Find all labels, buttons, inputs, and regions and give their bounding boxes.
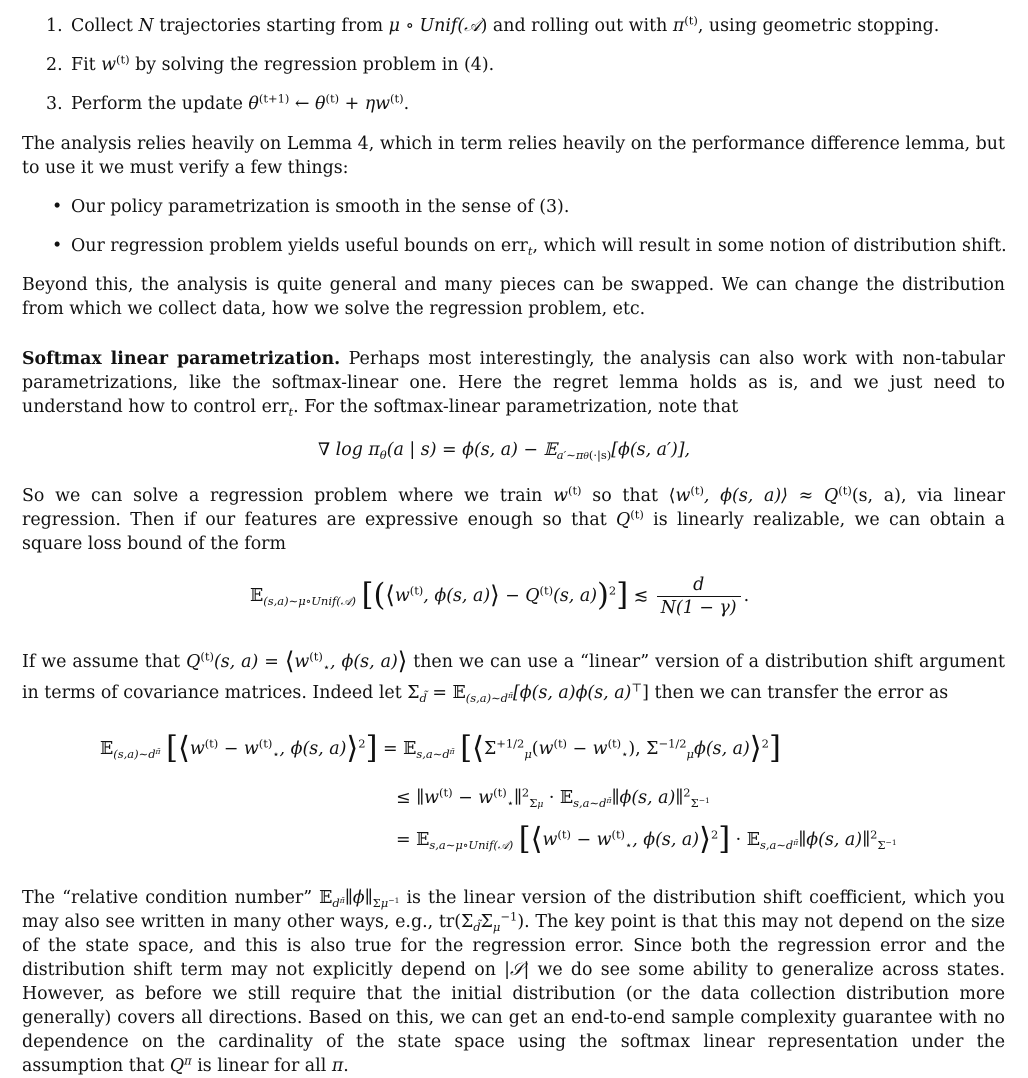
paragraph-condition-number: The “relative condition number” $𝔼_{d^{\pĩ}}\parallel\phi\parallel_{\Sigma\mu^{-1}}$ is the linear version of the distribution shift coefficient, which you may also see written in many other ways, e.g., $tr(\Sigma_{d̃}\Sigma_\mu^{-1})$. The key point is that this may not depend on the size of the state space, and this is also true for the regression error. Since both the regression error and the distribution shift term may not explicitly depend on |𝒮| we do see some ability to generalize across states. However, as before we still require that the initial distribution (or the data collection distribution more generally) covers all directions. Based on this, we can get an end-to-end sample complexity guarantee with no dependence on the cardinality of the state space using the softmax linear representation under the assumption that $Q^\pi$ is linear for all π.	[22, 888, 1005, 1076]
bullet-dot: •	[52, 197, 63, 217]
equation-chain-line-3: = 𝔼$_{s,a\sim\mu\circ Unif(𝒜)}$ [$⟨w^{(t)} - w^{(t)}_⋆$, ϕ(s, a)⟩$^2$] · 𝔼$_{s,a\sim d^{\pĩ}}$∥ϕ(s, a)∥$^2_{\Sigma^{-1}}$	[396, 822, 897, 857]
paragraph-linear-assumption: If we assume that $Q^{(t)}(s$, $a) = ⟨w^{(t)}_⋆$, ϕ(s, a)⟩ then we can use a “linear” version of a distribution shift argument in terms of covariance matrices. Indeed let $\Sigma_{d̃}$ = 𝔼$_{(s,a)\sim d^{\pĩ}}$[ϕ(s, a)ϕ(s, a)⊤] then we can transfer the error as	[22, 646, 1005, 706]
paragraph-general: Beyond this, the analysis is quite general and many pieces can be swapped. We can change the distribution from which we collect data, how we solve the regression problem, etc.	[22, 275, 1005, 319]
bullet-regression: • Our regression problem yields useful bounds on err$_t$, which will result in some notion of distribution shift.	[52, 236, 1007, 259]
paragraph-softmax: Softmax linear parametrization. Perhaps most interestingly, the analysis can also work with non-tabular parametrizations, like the softmax-linear one. Here the regret lemma holds as is, and we just need to understand how to control err$_t$. For the softmax-linear parametrization, note that	[22, 349, 1005, 420]
equation-square-loss-bound: 𝔼$_{(s,a)\sim\mu\circ Unif(𝒜)}$ [($⟨w^{(t)}$, ϕ(s, a)⟩ − $Q^{(t)}(s$, a))$^2$] ≲ $\frac{d}{N(1 - \gamma)}$ .	[250, 575, 750, 618]
equation-gradient: ∇ $\log \pi_\theta(a$ | s) = ϕ(s, a) − 𝔼$_{a'\sim\pi\theta(\cdot|s)}$[ϕ(s, a′)],	[318, 440, 691, 463]
equation-chain-line-1: 𝔼$_{(s,a)\sim d^{\pĩ}}$ [$⟨w^{(t)} - w^{(t)}_⋆$, ϕ(s, a)⟩$^2$] = 𝔼$_{s,a\sim d^{\pĩ}}$ [$⟨\Sigma^{+1/2}_\mu(w^{(t)} - w^{(t)}_⋆)$, $\Sigma^{-1/2}_\mu\phi(s$, a)⟩$^2$]	[100, 731, 781, 766]
step-1: 1. Collect N trajectories starting from μ ∘ Unif(𝒜) and rolling out with $\pi^{(t)}$, using geometric stopping.	[46, 13, 940, 36]
paragraph-regression: So we can solve a regression problem where we train $w^{(t)}$ so that $⟨w^{(t)}$, ϕ(s, a)⟩ ≈ $Q^{(t)}(s$, a), via linear regression. Then if our features are expressive enough so that $Q^{(t)}$ is linearly realizable, we can obtain a square loss bound of the form	[22, 483, 1006, 554]
equation-chain-line-2: ≤ $\parallel w^{(t)}$ − $w^{(t)}_⋆\parallel^2_{\Sigma\mu}$ · 𝔼$_{s,a\sim d^{\pĩ}}$∥ϕ(s, a)∥$^2_{\Sigma^{-1}}$	[396, 785, 710, 811]
fraction: $\frac{d}{N(1 - \gamma)}$	[657, 574, 741, 619]
bullet-dot: •	[52, 236, 63, 256]
section-heading: Softmax linear parametrization.	[22, 349, 341, 369]
step-number: 2.	[46, 55, 63, 75]
step-number: 3.	[46, 94, 63, 114]
step-3: 3. Perform the update $\theta^{(t+1)}$ ← $\theta^{(t)} + \eta w^{(t)}$.	[46, 91, 410, 114]
step-2: 2. Fit $w^{(t)}$ by solving the regression problem in (4).	[46, 52, 495, 75]
paragraph-analysis: The analysis relies heavily on Lemma 4, which in term relies heavily on the performance difference lemma, but to use it we must verify a few things:	[22, 134, 1005, 178]
step-number: 1.	[46, 16, 63, 36]
bullet-smooth: • Our policy parametrization is smooth in the sense of (3).	[52, 197, 570, 217]
